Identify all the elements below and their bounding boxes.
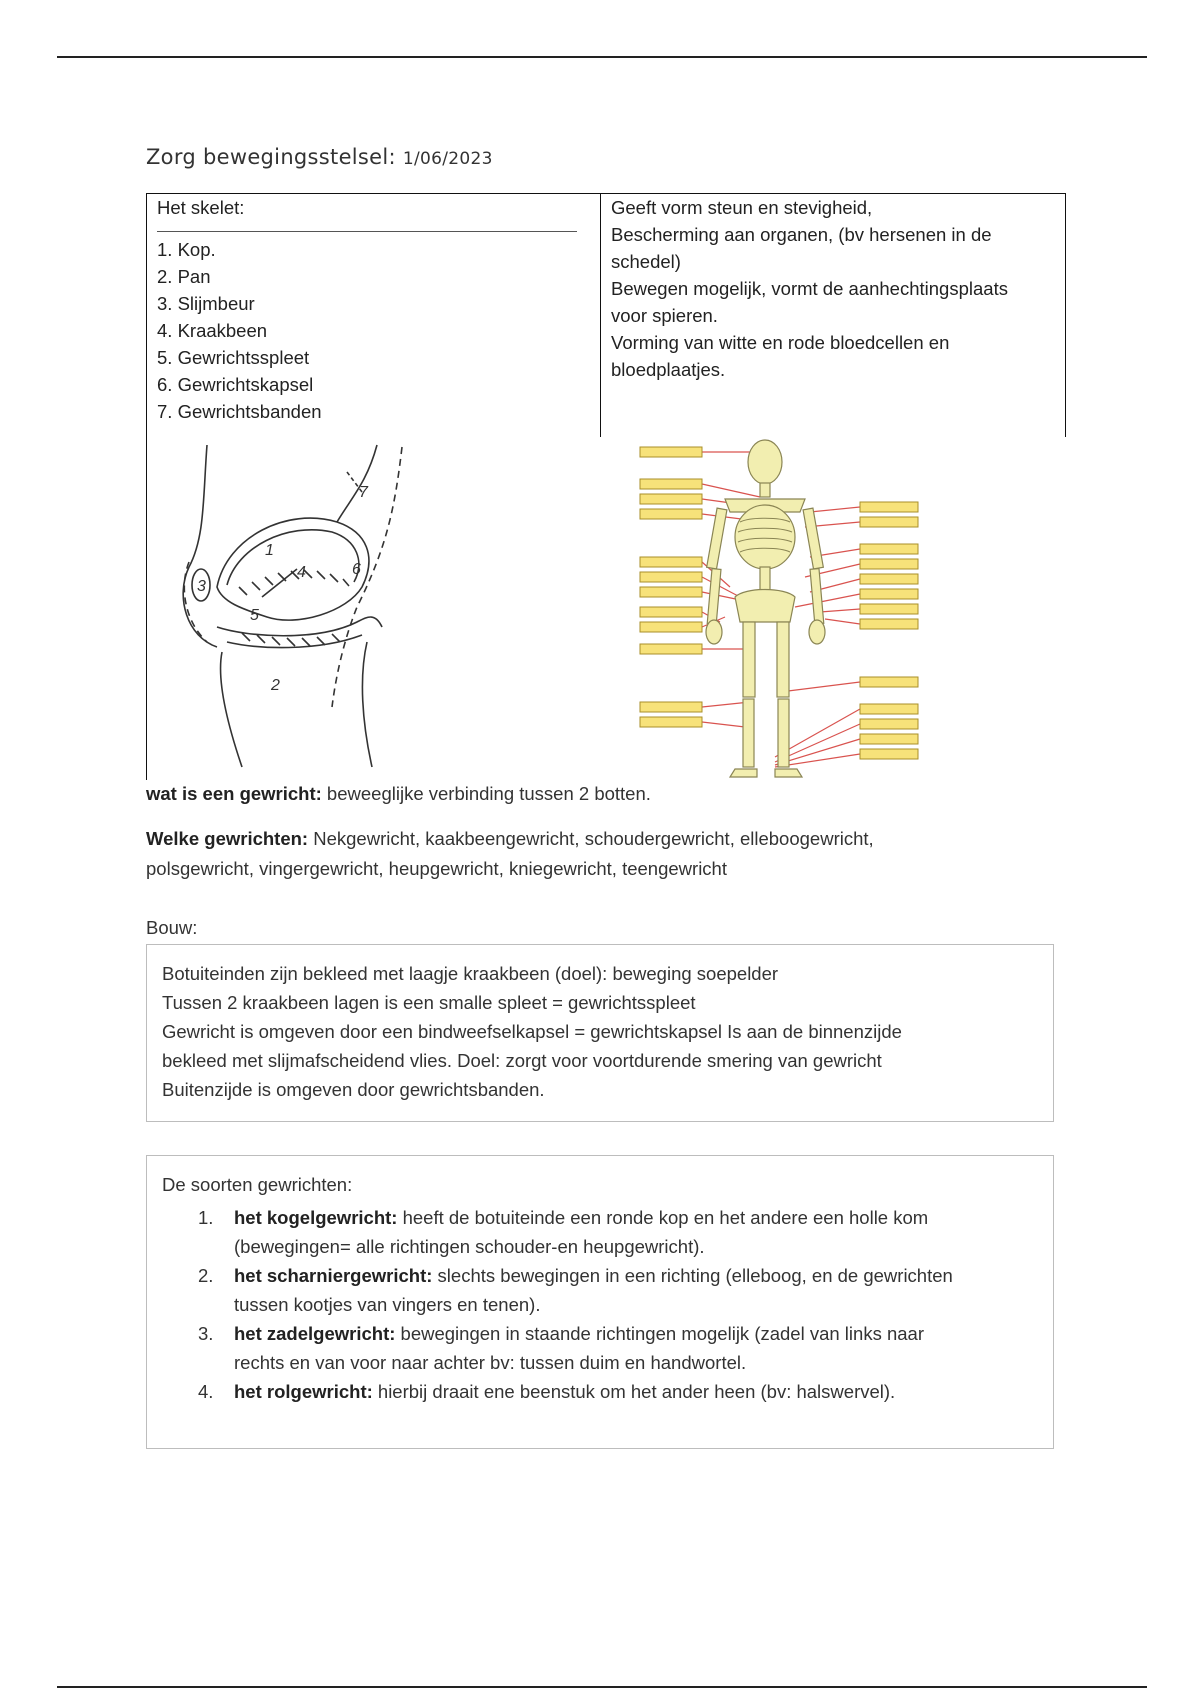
- list-item: 6. Gewrichtskapsel: [157, 374, 314, 395]
- definition-text: beweeglijke verbinding tussen 2 botten.: [321, 783, 651, 804]
- joint-term: het zadelgewricht:: [234, 1323, 396, 1344]
- labeled-skeleton-illustration: [600, 437, 1066, 780]
- knee-label: 1: [265, 542, 274, 559]
- function-line: voor spieren.: [611, 305, 718, 326]
- list-item: 1. Kop.: [157, 239, 216, 260]
- list-item: 4. Kraakbeen: [157, 320, 268, 341]
- list-item: 5. Gewrichtsspleet: [157, 347, 310, 368]
- page-title: [146, 145, 493, 169]
- list-item: [162, 1203, 1038, 1261]
- knee-label: 3: [197, 578, 206, 595]
- list-number: 3.: [198, 1323, 214, 1344]
- list-item: 3. Slijmbeur: [157, 293, 255, 314]
- build-line: Tussen 2 kraakbeen lagen is een smalle spleet = gewrichtsspleet: [162, 992, 696, 1013]
- joint-desc: slechts bewegingen in een richting (elleboog, en de gewrichten: [432, 1265, 953, 1286]
- joint-term: het scharniergewricht:: [234, 1265, 433, 1286]
- joint-types-heading: De soorten gewrichten:: [162, 1174, 353, 1195]
- list-item: [162, 1319, 1038, 1377]
- skeleton-table: [146, 193, 1066, 780]
- knee-joint-illustration: [147, 437, 601, 780]
- build-line: Botuiteinden zijn bekleed met laagje kraakbeen (doel): beweging soepelder: [162, 963, 779, 984]
- function-line: bloedplaatjes.: [611, 359, 726, 380]
- build-line: bekleed met slijmafscheidend vlies. Doel: zorgt voor voortdurende smering van gewricht: [162, 1050, 882, 1071]
- joint-term: het rolgewricht:: [234, 1381, 373, 1402]
- knee-label: 2: [271, 677, 280, 694]
- footer-rule: [57, 1686, 1147, 1688]
- function-line: Bewegen mogelijk, vormt de aanhechtingsplaats: [611, 278, 1008, 299]
- build-box: [146, 944, 1054, 1122]
- title-text: Zorg bewegingsstelsel:: [146, 145, 396, 169]
- joint-types-list: [162, 1203, 1038, 1406]
- function-line: Bescherming aan organen, (bv hersenen in de: [611, 224, 992, 245]
- function-line: Geeft vorm steun en stevigheid,: [611, 197, 873, 218]
- joint-desc: heeft de botuiteinde een ronde kop en het andere een holle kom: [397, 1207, 929, 1228]
- cell-knee-drawing: [146, 437, 600, 780]
- build-line: Buitenzijde is omgeven door gewrichtsbanden.: [162, 1079, 545, 1100]
- list-item: 7. Gewrichtsbanden: [157, 401, 322, 422]
- joints-label: Welke gewrichten:: [146, 828, 309, 849]
- joint-desc: bewegingen in staande richtingen mogelijk (zadel van links naar: [395, 1323, 924, 1344]
- joint-desc: hierbij draait ene beenstuk om het ander heen (bv: halswervel).: [372, 1381, 896, 1402]
- joint-term: het kogelgewricht:: [234, 1207, 398, 1228]
- joint-types-box: [146, 1155, 1054, 1449]
- list-number: 2.: [198, 1265, 214, 1286]
- skeleton-heading: Het skelet:: [157, 197, 245, 218]
- list-item: [162, 1261, 1038, 1319]
- title-date: 1/06/2023: [402, 149, 493, 169]
- knee-label: 7: [359, 484, 368, 501]
- cell-skeleton-figure: [600, 437, 1066, 780]
- heading-underline: [157, 221, 577, 232]
- cell-skeleton-list: [146, 193, 600, 438]
- function-line: Vorming van witte en rode bloedcellen en: [611, 332, 950, 353]
- joints-line-1: Nekgewricht, kaakbeengewricht, schoudergewricht, elleboogewricht,: [308, 828, 874, 849]
- joints-paragraph: [146, 824, 874, 884]
- list-number: 4.: [198, 1381, 214, 1402]
- definition-paragraph: [146, 779, 651, 809]
- list-item: 2. Pan: [157, 266, 211, 287]
- joint-desc-cont: tussen kootjes van vingers en tenen).: [234, 1294, 541, 1315]
- joints-line-2: polsgewricht, vingergewricht, heupgewricht, kniegewricht, teengewricht: [146, 858, 727, 879]
- list-item: [162, 1377, 1038, 1406]
- function-line: schedel): [611, 251, 681, 272]
- knee-label: 4: [297, 564, 306, 581]
- knee-label: 5: [250, 607, 259, 624]
- list-number: 1.: [198, 1207, 214, 1228]
- knee-label: 6: [352, 561, 361, 578]
- joint-desc-cont: (bewegingen= alle richtingen schouder-en heupgewricht).: [234, 1236, 705, 1257]
- joint-desc-cont: rechts en van voor naar achter bv: tussen duim en handwortel.: [234, 1352, 747, 1373]
- header-rule: [57, 56, 1147, 58]
- definition-label: wat is een gewricht:: [146, 783, 322, 804]
- cell-skeleton-functions: [600, 193, 1066, 438]
- build-heading: Bouw:: [146, 917, 198, 938]
- build-line: Gewricht is omgeven door een bindweefselkapsel = gewrichtskapsel Is aan de binnenzijde: [162, 1021, 902, 1042]
